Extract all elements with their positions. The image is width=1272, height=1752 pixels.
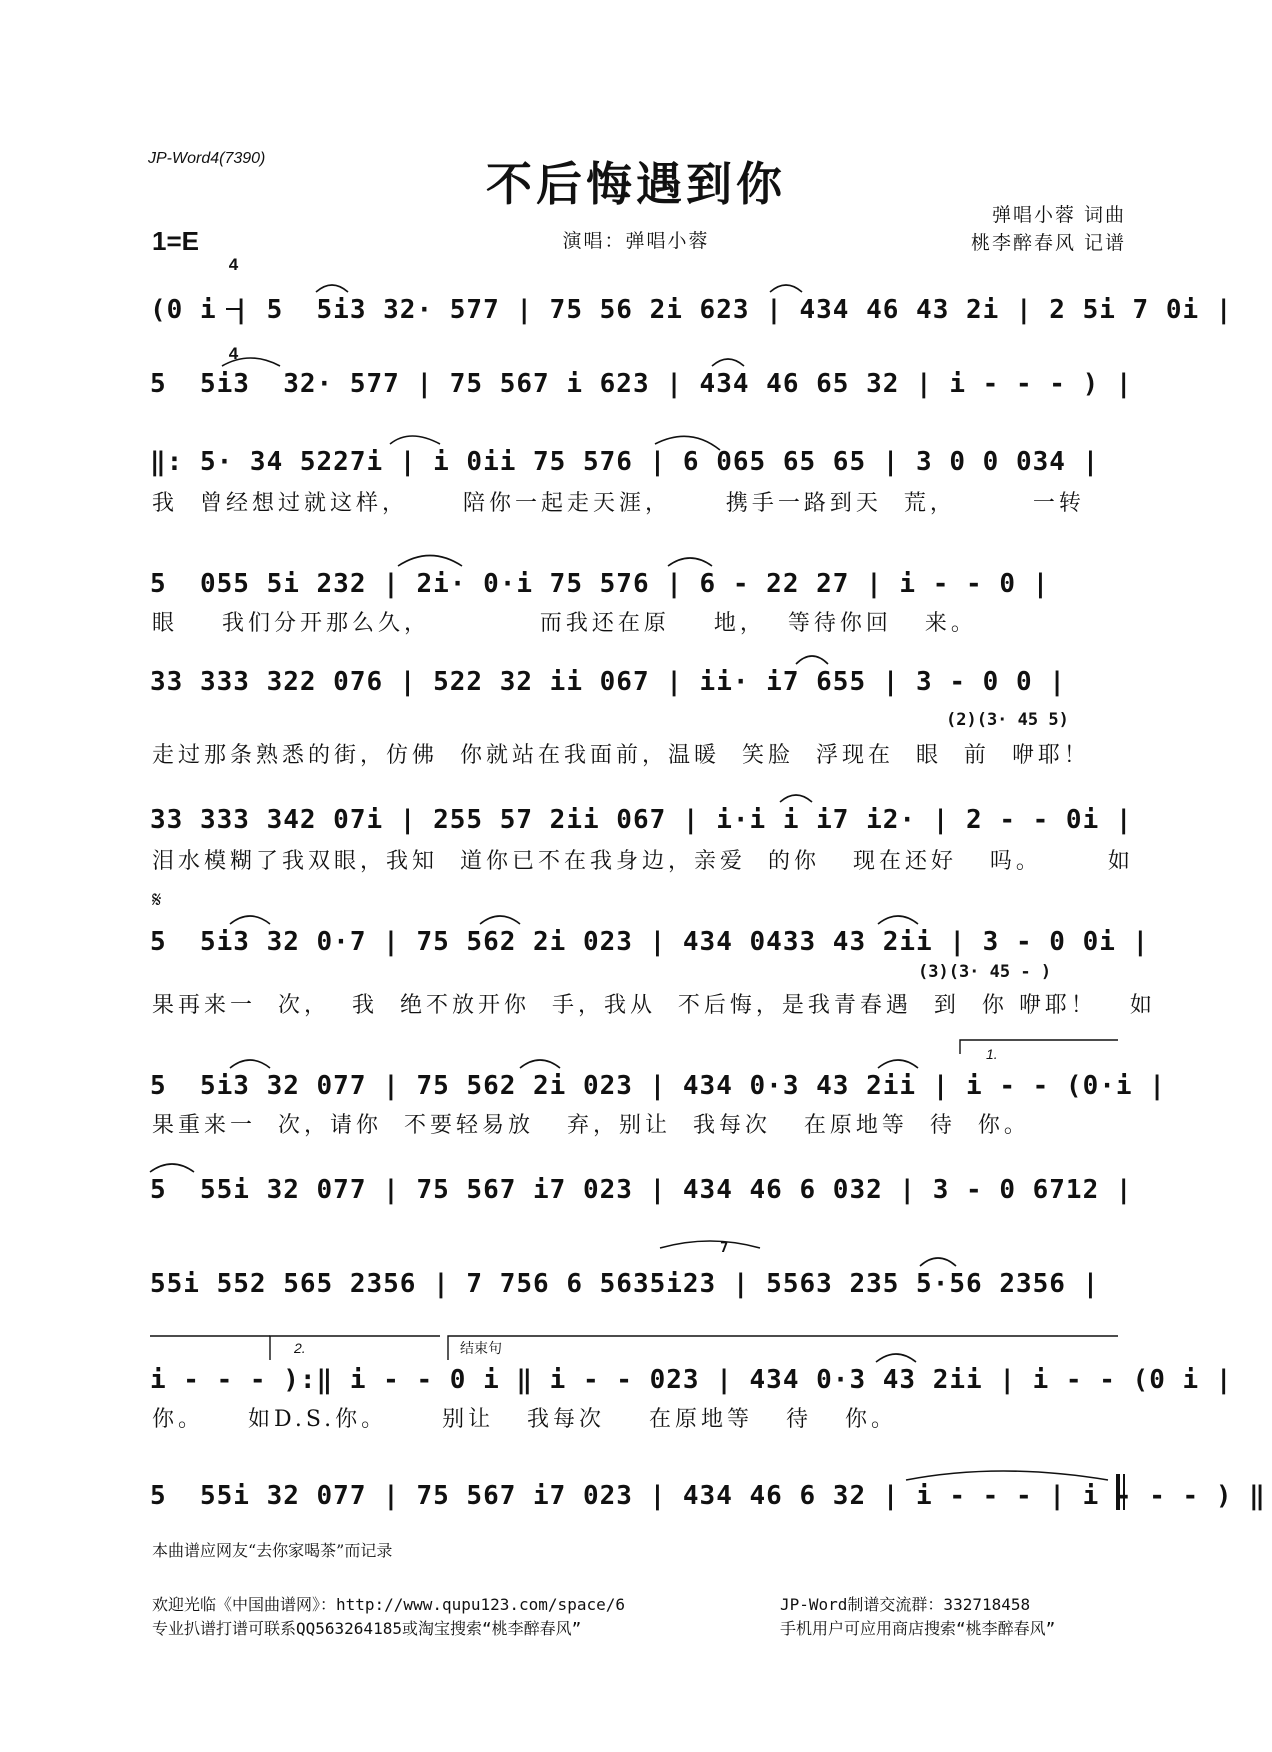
slur — [390, 436, 440, 444]
slur — [796, 656, 828, 664]
slur — [878, 916, 918, 924]
staff-row-11: i - - - ):‖ i - - 0 i ‖ i - - 023 | 434 0·3 43 2ii | i - - (0 i | — [150, 1365, 1233, 1395]
slur — [230, 1060, 270, 1068]
lyric-row-5: 走过那条熟悉的街，仿佛 你就站在我面前，温暖 笑脸 浮现在 眼 前 咿耶！ — [152, 743, 1090, 768]
lyric-row-4: 眼 我们分开那么久， 而我还在原 地， 等待你回 来。 — [152, 611, 977, 636]
slur — [520, 1060, 560, 1068]
slur — [230, 916, 270, 924]
song-title: 不后悔遇到你 — [486, 157, 786, 211]
volta-2-label: 2. — [294, 1340, 306, 1356]
slur — [222, 358, 280, 366]
lyric-row-7: 果再来一 次， 我 绝不放开你 手，我从 不后悔，是我青春遇 到 你 咿耶！ 如 — [152, 993, 1156, 1018]
key-signature: 1=E — [152, 226, 199, 256]
staff-row-1: (0 i | 5 5i3 32· 577 | 75 56 2i 623 | 434 46 43 2i | 2 5i 7 0i | — [150, 295, 1233, 325]
slur — [398, 556, 462, 567]
staff-row-10: 55i 552 565 2356 | 7 756 6 5635i23 | 5563 235 5·56 2356 | — [150, 1269, 1100, 1299]
alt-ending-2: (2)(3· 45 5) — [946, 710, 1069, 730]
slur — [712, 359, 744, 366]
performer: 演唱：弹唱小蓉 — [562, 230, 710, 252]
staff-row-6: 33 333 342 07i | 255 57 2ii 067 | i·i i i7 i2· | 2 - - 0i | — [150, 805, 1133, 835]
request-note: 本曲谱应网友“去你家喝茶”而记录 — [152, 1541, 393, 1560]
ending-bracket — [448, 1336, 1118, 1360]
lyric-row-3: 我 曾经想过就这样， 陪你一起走天涯， 携手一路到天 荒， 一转 — [152, 491, 1085, 516]
staff-row-3: ‖: 5· 34 5227i | i 0ii 75 576 | 6 065 65 65 | 3 0 0 034 | — [150, 447, 1100, 477]
composer-credit: 弹唱小蓉 词曲 — [991, 204, 1126, 226]
lyric-row-11: 你。 如D.S.你。 别让 我每次 在原地等 待 你。 — [152, 1407, 897, 1432]
slur — [770, 285, 802, 292]
volta-1-label: 1. — [986, 1046, 998, 1062]
slur — [780, 795, 812, 802]
volta-1-bracket — [960, 1040, 1118, 1054]
staff-row-4: 5 055 5i 232 | 2i· 0·i 75 576 | 6 - 22 27 | i - - 0 | — [150, 569, 1050, 599]
tuplet-7-label: 7 — [720, 1240, 729, 1256]
lyric-row-8: 果重来一 次，请你 不要轻易放 弃，别让 我每次 在原地等 待 你。 — [152, 1113, 1030, 1138]
slur — [660, 1241, 760, 1248]
time-bottom: 4 — [228, 344, 239, 363]
staff-row-7: 5 5i3 32 0·7 | 75 562 2i 023 | 434 0433 43 2ii | 3 - 0 0i | — [150, 927, 1150, 957]
footer-contact: 专业扒谱打谱可联系QQ563264185或淘宝搜索“桃李醉春风” — [152, 1619, 582, 1638]
transcriber-credit: 桃李醉春风 记谱 — [970, 232, 1126, 254]
software-tag: JP-Word4(7390) — [148, 150, 266, 167]
lyric-row-6: 泪水模糊了我双眼，我知 道你已不在我身边，亲爱 的你 现在还好 吗。 如 — [152, 849, 1134, 874]
footer-app-hint: 手机用户可应用商店搜索“桃李醉春风” — [780, 1619, 1056, 1638]
slur — [906, 1471, 1108, 1480]
segno-icon: 𝄋 — [152, 888, 162, 913]
time-top: 4 — [228, 255, 239, 274]
staff-row-12: 5 55i 32 077 | 75 567 i7 023 | 434 46 6 32 | i - - - | i - - - ) ‖ — [150, 1481, 1266, 1511]
slur — [876, 1354, 916, 1362]
slur — [655, 436, 720, 450]
footer-site-link[interactable]: 欢迎光临《中国曲谱网》：http://www.qupu123.com/space/6 — [152, 1595, 625, 1614]
slur — [878, 1060, 918, 1068]
slur — [480, 916, 520, 924]
staff-row-8: 5 5i3 32 077 | 75 562 2i 023 | 434 0·3 43 2ii | i - - (0·i | — [150, 1071, 1166, 1101]
staff-row-5: 33 333 322 076 | 522 32 ii 067 | ii· i7 655 | 3 - 0 0 | — [150, 667, 1066, 697]
alt-ending-3: (3)(3· 45 - ) — [918, 962, 1052, 982]
slur — [920, 1258, 956, 1266]
slur — [150, 1164, 194, 1172]
volta-2-bracket — [270, 1336, 440, 1360]
staff-row-2: 5 5i3 32· 577 | 75 567 i 623 | 434 46 65 32 | i - - - ) | — [150, 369, 1133, 399]
slur — [668, 558, 712, 566]
footer-group: JP-Word制谱交流群：332718458 — [780, 1595, 1031, 1614]
slur — [316, 285, 348, 292]
ending-label: 结束句 — [460, 1341, 502, 1357]
staff-row-9: 5 55i 32 077 | 75 567 i7 023 | 434 46 6 032 | 3 - 0 6712 | — [150, 1175, 1133, 1205]
